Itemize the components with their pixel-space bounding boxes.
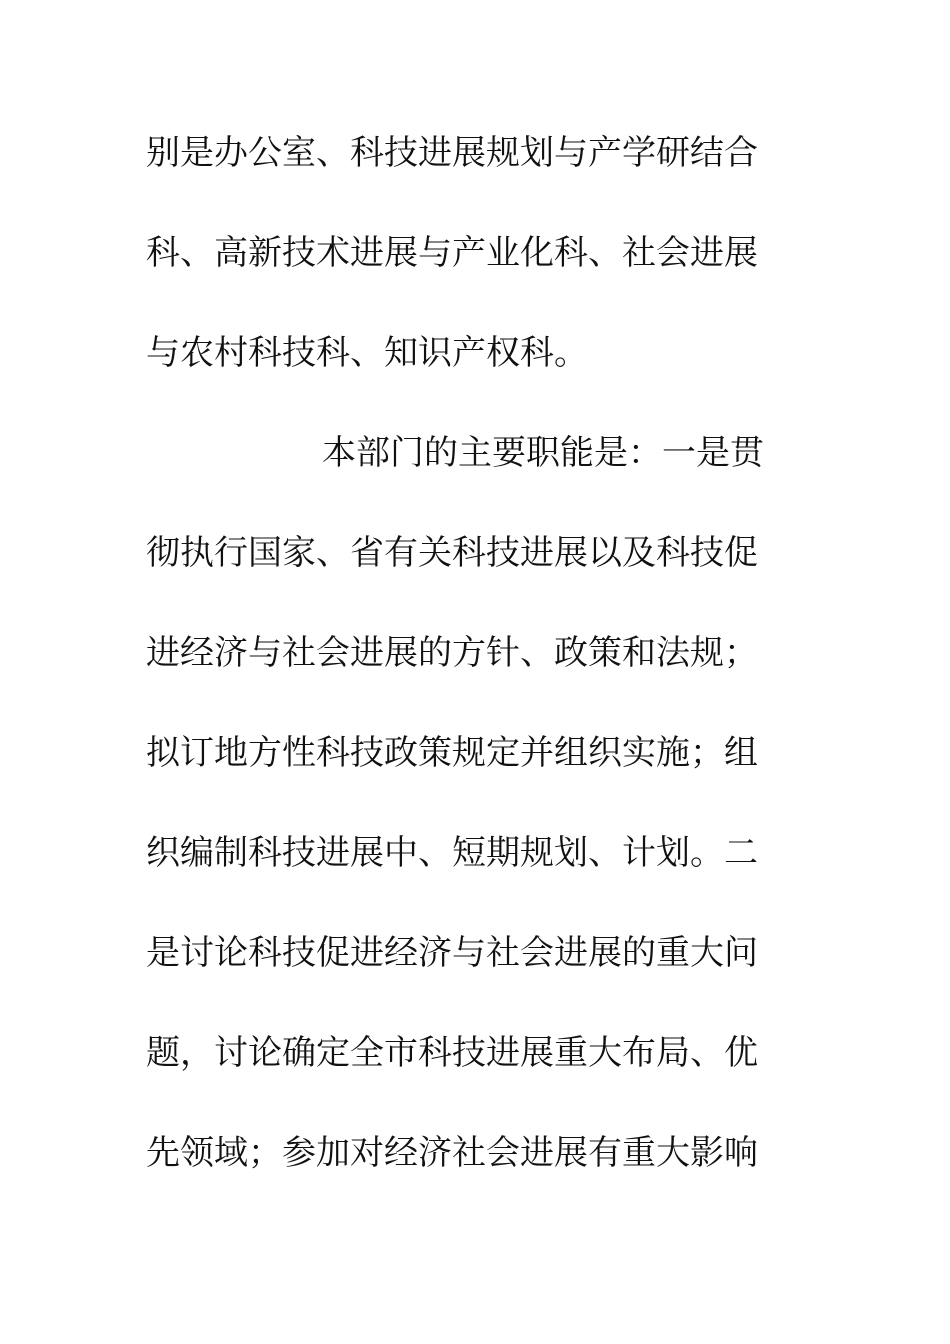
text-line: 别是办公室、科技进展规划与产学研结合 [146,133,758,173]
text-line: 进经济与社会进展的方针、政策和法规； [146,633,758,673]
text-line: 彻执行国家、省有关科技进展以及科技促 [146,533,758,573]
text-line: 先领域；参加对经济社会进展有重大影响 [146,1133,758,1173]
text-line: 与农村科技科、知识产权科。 [146,333,588,373]
text-line: 题，讨论确定全市科技进展重大布局、优 [146,1033,758,1073]
text-line: 织编制科技进展中、短期规划、计划。二 [146,833,758,873]
text-line: 拟订地方性科技政策规定并组织实施；组 [146,733,758,773]
text-line: 是讨论科技促进经济与社会进展的重大问 [146,933,758,973]
paragraph-start-line: 本部门的主要职能是：一是贯 [322,433,764,473]
text-line: 科、高新技术进展与产业化科、社会进展 [146,233,758,273]
